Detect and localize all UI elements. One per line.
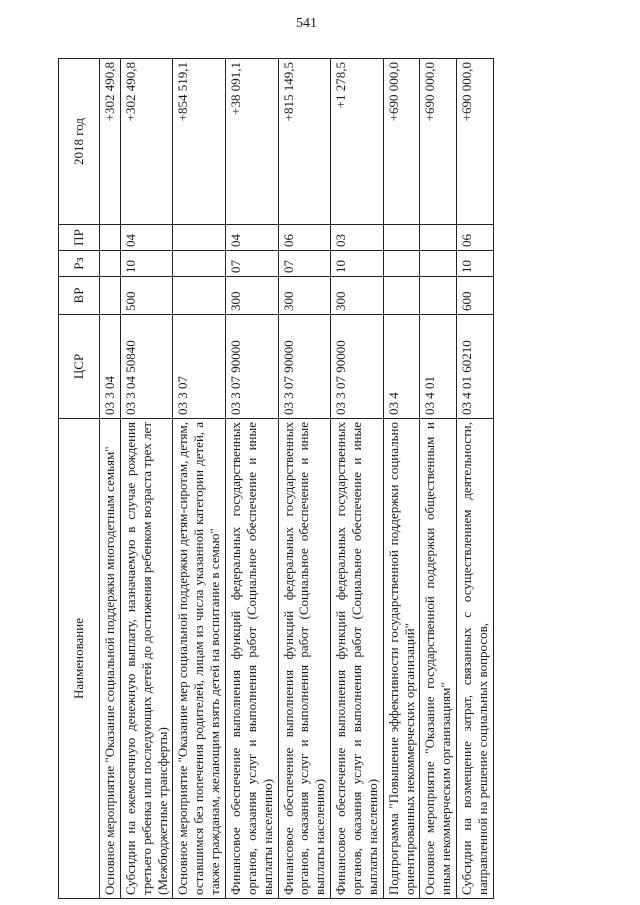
row-value: +815 149,5 <box>278 59 331 225</box>
row-rz: 10 <box>331 251 384 277</box>
row-csr: 03 3 07 <box>173 315 226 419</box>
row-pr: 06 <box>278 225 331 251</box>
row-vr: 300 <box>226 277 279 315</box>
table-row <box>383 59 420 899</box>
row-pr <box>420 225 457 251</box>
row-pr: 04 <box>226 225 279 251</box>
row-name: Финансовое обеспечение выполнения функций федеральных государственных органов, оказания услуг и выполнения работ (Социальное обеспечение и иные выплаты населению) <box>331 419 384 899</box>
row-name: Основное мероприятие "Оказание мер социальной поддержки детям-сиротам, детям, оставшимся без попечения родителей, лицам из числа указанной категории детей, а также гражданам, желающим взять детей на воспитание в семью" <box>173 419 226 899</box>
row-rz <box>383 251 420 277</box>
header-csr: ЦСР <box>59 315 100 419</box>
row-pr <box>173 225 226 251</box>
rotated-budget-table-page <box>58 59 598 899</box>
table-row <box>331 59 384 899</box>
row-pr: 06 <box>457 225 494 251</box>
budget-table <box>58 58 494 899</box>
row-name: Финансовое обеспечение выполнения функций федеральных государственных органов, оказания услуг и выполнения работ (Социальное обеспечение и иные выплаты населению) <box>226 419 279 899</box>
row-value: +1 278,5 <box>331 59 384 225</box>
row-csr: 03 4 01 60210 <box>457 315 494 419</box>
row-value: +302 490,8 <box>100 59 121 225</box>
row-value: +854 519,1 <box>173 59 226 225</box>
table-row <box>420 59 457 899</box>
table-row <box>173 59 226 899</box>
row-name: Основное мероприятие "Оказание социальной поддержки многодетным семьям" <box>100 419 121 899</box>
row-name: Финансовое обеспечение выполнения функций федеральных государственных органов, оказания услуг и выполнения работ (Социальное обеспечение и иные выплаты населению) <box>278 419 331 899</box>
row-name: Субсидии на ежемесячную денежную выплату, назначаемую в случае рождения третьего ребенка или последующих детей до достижения ребенком возраста трех лет (Межбюджетные трансферты) <box>120 419 173 899</box>
row-vr: 500 <box>120 277 173 315</box>
row-csr: 03 4 <box>383 315 420 419</box>
header-pr: ПР <box>59 225 100 251</box>
row-rz <box>100 251 121 277</box>
row-value: +302 490,8 <box>120 59 173 225</box>
row-vr <box>420 277 457 315</box>
row-pr: 04 <box>120 225 173 251</box>
row-vr: 300 <box>331 277 384 315</box>
row-vr <box>383 277 420 315</box>
row-csr: 03 3 04 <box>100 315 121 419</box>
header-year: 2018 год <box>59 59 100 225</box>
table-row <box>100 59 121 899</box>
row-value: +690 000,0 <box>457 59 494 225</box>
row-name: Подпрограмма "Повышение эффективности государственной поддержки социально ориентированных некоммерческих организаций" <box>383 419 420 899</box>
row-vr <box>100 277 121 315</box>
row-name: Субсидии на возмещение затрат, связанных с осуществлением деятельности, направленной на решение социальных вопросов, <box>457 419 494 899</box>
row-rz: 10 <box>457 251 494 277</box>
row-vr: 600 <box>457 277 494 315</box>
header-vr: ВР <box>59 277 100 315</box>
table-row <box>120 59 173 899</box>
table-row <box>278 59 331 899</box>
header-name: Наименование <box>59 419 100 899</box>
row-rz <box>173 251 226 277</box>
row-rz: 10 <box>120 251 173 277</box>
header-rz: Рз <box>59 251 100 277</box>
row-csr: 03 3 04 50840 <box>120 315 173 419</box>
row-vr: 300 <box>278 277 331 315</box>
row-csr: 03 3 07 90000 <box>226 315 279 419</box>
row-vr <box>173 277 226 315</box>
row-pr <box>383 225 420 251</box>
table-row <box>457 59 494 899</box>
row-rz <box>420 251 457 277</box>
row-pr <box>100 225 121 251</box>
row-name: Основное мероприятие "Оказание государственной поддержки общественным и иным некоммерческим организациям" <box>420 419 457 899</box>
row-value: +690 000,0 <box>420 59 457 225</box>
table-header-row <box>59 59 100 899</box>
row-value: +38 091,1 <box>226 59 279 225</box>
page-number: 541 <box>296 16 317 31</box>
row-pr: 03 <box>331 225 384 251</box>
row-rz: 07 <box>226 251 279 277</box>
row-csr: 03 4 01 <box>420 315 457 419</box>
table-row <box>226 59 279 899</box>
row-rz: 07 <box>278 251 331 277</box>
row-csr: 03 3 07 90000 <box>331 315 384 419</box>
row-value: +690 000,0 <box>383 59 420 225</box>
row-csr: 03 3 07 90000 <box>278 315 331 419</box>
